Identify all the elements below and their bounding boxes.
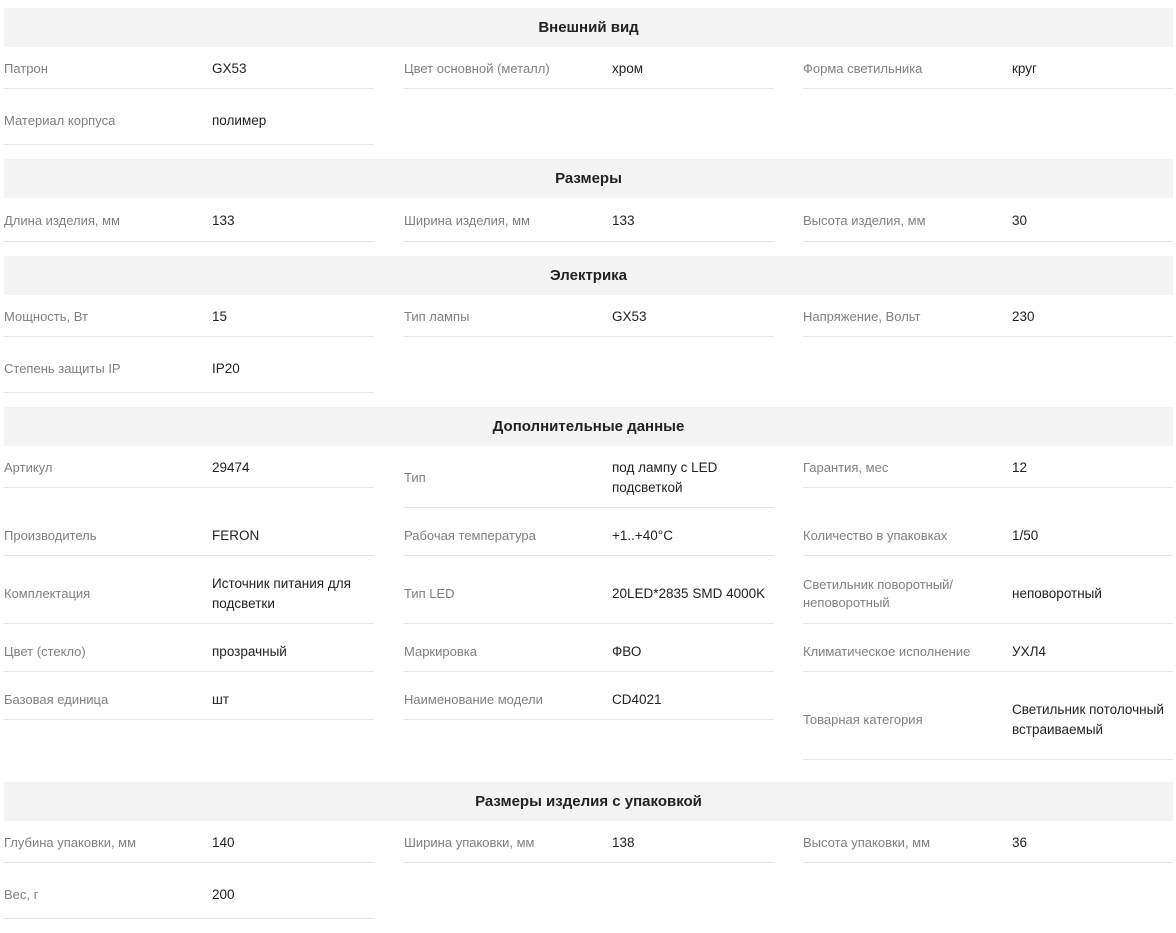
spec-cell <box>4 516 374 556</box>
spec-cell <box>404 516 774 556</box>
spec-value: 133 <box>212 212 235 228</box>
section-package-dimensions <box>4 782 1173 919</box>
spec-value: 200 <box>212 886 235 902</box>
spec-label: Напряжение, Вольт <box>803 308 921 324</box>
spec-row <box>4 632 1173 680</box>
spec-cell <box>4 297 374 337</box>
spec-cell <box>4 632 374 672</box>
spec-label: Цвет (стекло) <box>4 643 86 659</box>
spec-value: прозрачный <box>212 643 287 659</box>
spec-value: неповоротный <box>1012 585 1102 601</box>
spec-row <box>4 564 1173 632</box>
spec-label: Тип лампы <box>404 308 470 324</box>
spec-cell <box>4 680 374 720</box>
spec-cell <box>404 680 774 720</box>
spec-label: Вес, г <box>4 886 39 902</box>
spec-value: под лампу с LED подсветкой <box>612 459 718 495</box>
spec-label: Артикул <box>4 459 53 475</box>
spec-value: УХЛ4 <box>1012 643 1046 659</box>
section-electrical <box>4 256 1173 393</box>
spec-value: хром <box>612 60 644 76</box>
spec-value: 36 <box>1012 834 1028 850</box>
spec-label: Товарная категория <box>803 711 923 727</box>
spec-row <box>4 823 1173 871</box>
spec-row <box>4 49 1173 97</box>
spec-row <box>4 97 1173 145</box>
spec-label: Производитель <box>4 527 97 543</box>
spec-label: Количество в упаковках <box>803 527 948 543</box>
spec-cell <box>803 823 1173 863</box>
spec-value: ФВО <box>612 643 642 659</box>
section-additional <box>4 407 1173 768</box>
spec-value: 15 <box>212 308 228 324</box>
spec-value: 1/50 <box>1012 527 1039 543</box>
spec-cell <box>4 345 374 393</box>
spec-label: Высота упаковки, мм <box>803 834 931 850</box>
section-title: Размеры изделия с упаковкой <box>4 782 1173 821</box>
spec-label: Светильник поворотный/ неповоротный <box>803 576 954 610</box>
spec-row <box>4 448 1173 516</box>
spec-cell <box>803 680 1173 760</box>
spec-label: Комплектация <box>4 585 91 601</box>
spec-cell <box>803 632 1173 672</box>
spec-row <box>4 516 1173 564</box>
spec-label: Ширина изделия, мм <box>404 212 530 228</box>
spec-value: 230 <box>1012 308 1035 324</box>
spec-value: Светильник потолочный встраиваемый <box>1012 701 1164 737</box>
spec-value: 30 <box>1012 212 1028 228</box>
section-dimensions <box>4 159 1173 242</box>
spec-cell <box>4 49 374 89</box>
spec-value: 140 <box>212 834 235 850</box>
spec-cell <box>4 823 374 863</box>
spec-value: IP20 <box>212 360 240 376</box>
spec-label: Тип LED <box>404 585 455 601</box>
spec-value: GX53 <box>612 308 647 324</box>
spec-cell <box>803 448 1173 488</box>
spec-cell <box>803 200 1173 242</box>
spec-cell <box>803 297 1173 337</box>
spec-label: Высота изделия, мм <box>803 212 926 228</box>
spec-value: 138 <box>612 834 635 850</box>
spec-label: Степень защиты IP <box>4 360 121 376</box>
spec-cell <box>803 564 1173 624</box>
spec-label: Материал корпуса <box>4 112 116 128</box>
spec-value: 12 <box>1012 459 1028 475</box>
spec-label: Рабочая температура <box>404 527 536 543</box>
spec-cell <box>803 49 1173 89</box>
specifications-table <box>4 8 1173 933</box>
spec-row <box>4 680 1173 768</box>
spec-value: полимер <box>212 112 267 128</box>
spec-cell <box>404 564 774 624</box>
spec-value: круг <box>1012 60 1037 76</box>
spec-label: Длина изделия, мм <box>4 212 120 228</box>
spec-cell <box>803 516 1173 556</box>
spec-value: +1..+40°C <box>612 527 673 543</box>
spec-label: Патрон <box>4 60 48 76</box>
spec-cell <box>404 200 774 242</box>
spec-label: Ширина упаковки, мм <box>404 834 535 850</box>
spec-cell <box>404 823 774 863</box>
spec-label: Цвет основной (металл) <box>404 60 550 76</box>
spec-cell <box>4 200 374 242</box>
spec-cell <box>4 871 374 919</box>
spec-row <box>4 345 1173 393</box>
section-appearance <box>4 8 1173 145</box>
spec-value: Источник питания для подсветки <box>212 575 351 611</box>
spec-value: GX53 <box>212 60 247 76</box>
spec-value: 133 <box>612 212 635 228</box>
spec-cell <box>4 448 374 488</box>
spec-label: Климатическое исполнение <box>803 643 971 659</box>
spec-row <box>4 871 1173 919</box>
section-title: Дополнительные данные <box>4 407 1173 446</box>
spec-value: шт <box>212 691 230 707</box>
spec-value: 29474 <box>212 459 250 475</box>
spec-value: 20LED*2835 SMD 4000K <box>612 585 766 601</box>
spec-label: Тип <box>404 469 426 485</box>
spec-cell <box>404 632 774 672</box>
spec-row <box>4 200 1173 242</box>
spec-value: FERON <box>212 527 260 543</box>
spec-cell <box>404 297 774 337</box>
spec-label: Мощность, Вт <box>4 308 88 324</box>
spec-cell <box>404 49 774 89</box>
spec-label: Глубина упаковки, мм <box>4 834 137 850</box>
spec-row <box>4 297 1173 345</box>
spec-label: Базовая единица <box>4 691 109 707</box>
section-title: Электрика <box>4 256 1173 295</box>
spec-label: Наименование модели <box>404 691 543 707</box>
spec-label: Маркировка <box>404 643 477 659</box>
spec-label: Форма светильника <box>803 60 923 76</box>
spec-label: Гарантия, мес <box>803 459 889 475</box>
spec-cell <box>4 97 374 145</box>
spec-cell <box>404 448 774 508</box>
spec-cell <box>4 564 374 624</box>
section-title: Внешний вид <box>4 8 1173 47</box>
section-title: Размеры <box>4 159 1173 198</box>
spec-value: CD4021 <box>612 691 662 707</box>
